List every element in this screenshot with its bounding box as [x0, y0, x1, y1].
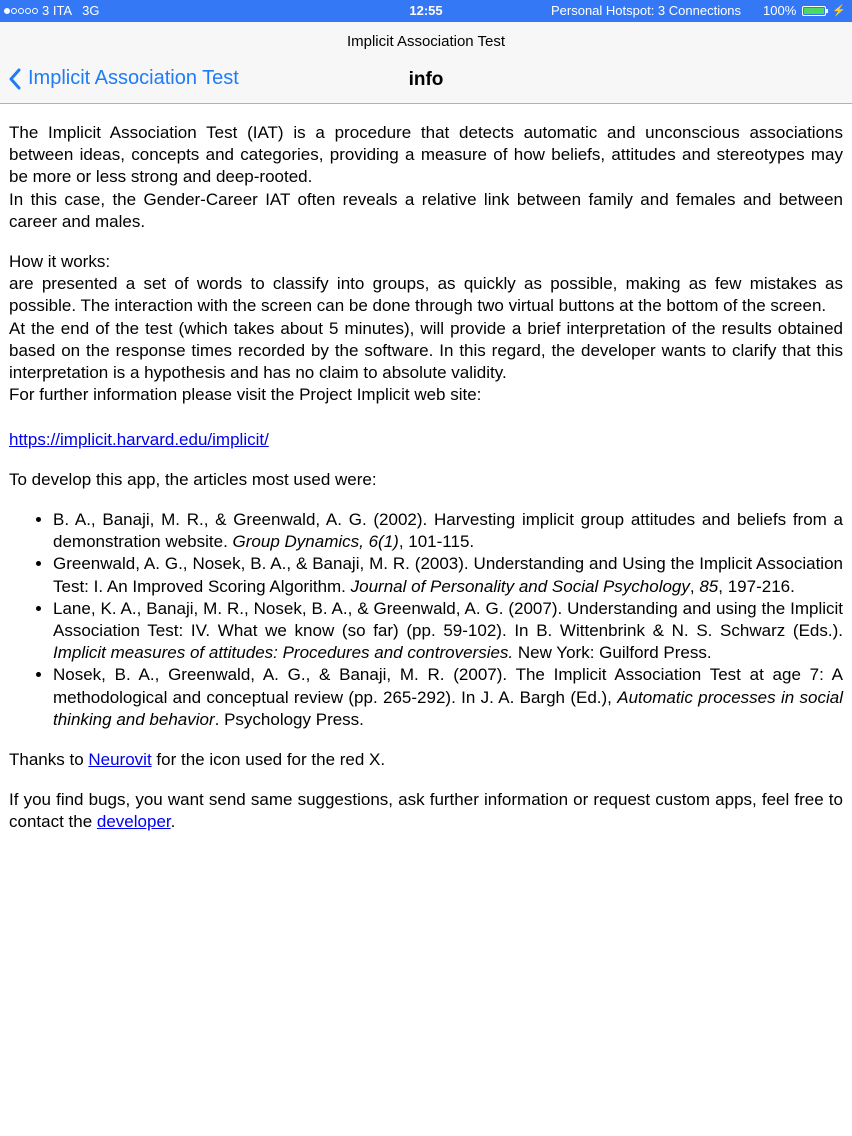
thanks-paragraph: Thanks to Neurovit for the icon used for the red X.	[9, 750, 386, 770]
status-right	[551, 3, 846, 18]
project-implicit-link[interactable]: https://implicit.harvard.edu/implicit/	[9, 429, 269, 449]
charging-icon: ⚡	[832, 5, 846, 17]
intro-paragraph	[9, 122, 843, 233]
neurovit-link[interactable]: Neurovit	[88, 750, 152, 770]
page-title: info	[408, 69, 444, 90]
info-content	[9, 122, 843, 852]
how-text-1: are presented a set of words to classify into groups, as quickly as possible, making as few mistakes as possible. The interaction with the screen can be done through two virtual buttons at the bottom of the screen.	[9, 274, 843, 316]
how-text-2: At the end of the test (which takes about 5 minutes), will provide a brief interpretation of the results obtained based on the response times recorded by the software. In this regard, the developer wants to clarify that this interpretation is a hypothesis and has no claim to absolute validity.	[9, 318, 843, 383]
hotspot-label: Personal Hotspot: 3 Connections	[550, 3, 742, 18]
contact-paragraph: If you find bugs, you want send same suggestions, ask further information or request custom apps, feel free to contact the developer.	[9, 790, 843, 832]
list-item: • B. A., Banaji, M. R., & Greenwald, A. G. (2002). Harvesting implicit group attitudes and beliefs from a demonstration website. Group Dynamics, 6(1), 101-115.	[53, 509, 843, 553]
list-item: • Greenwald, A. G., Nosek, B. A., & Banaji, M. R. (2003). Understanding and Using the Implicit Association Test: I. An Improved Scoring Algorithm. Journal of Personality and Social Psychology, 85, 197-216.	[53, 553, 843, 597]
how-it-works-paragraph	[9, 251, 843, 451]
how-heading: How it works:	[9, 252, 111, 272]
back-label: Implicit Association Test	[28, 67, 239, 89]
intro-text-2: In this case, the Gender-Career IAT often reveals a relative link between family and females and between career and males.	[9, 189, 843, 231]
intro-text-1: The Implicit Association Test (IAT) is a procedure that detects automatic and unconscious associations between ideas, concepts and categories, providing a measure of how beliefs, attitudes and stereotypes may be more or less strong and deep-rooted.	[9, 123, 843, 187]
list-item: • Nosek, B. A., Greenwald, A. G., & Banaji, M. R. (2007). The Implicit Association Test at age 7: A methodological and conceptual review (pp. 265-292). In J. A. Bargh (Ed.), Automatic processes in social thinking and behavior. Psychology Press.	[53, 664, 843, 731]
network-label: 3G	[82, 3, 100, 18]
status-bar	[0, 0, 852, 22]
navigation-bar	[0, 22, 852, 104]
clock: 12:55	[409, 3, 443, 18]
developer-link[interactable]: developer	[96, 812, 171, 832]
app-title: Implicit Association Test	[346, 33, 506, 50]
battery-icon	[802, 6, 826, 16]
how-text-3: For further information please visit the Project Implicit web site:	[9, 385, 482, 405]
carrier-label: 3 ITA	[42, 3, 73, 18]
battery-percent: 100%	[763, 3, 797, 18]
articles-heading: To develop this app, the articles most used were:	[9, 469, 377, 489]
references-list	[9, 509, 843, 731]
list-item: • Lane, K. A., Banaji, M. R., Nosek, B. A., & Greenwald, A. G. (2007). Understanding and using the Implicit Association Test: IV. What we know (so far) (pp. 59-102). In B. Wittenbrink & N. S. Schwarz (Eds.). Implicit measures of attitudes: Procedures and controversies. New York: Guilford Press.	[53, 598, 843, 665]
